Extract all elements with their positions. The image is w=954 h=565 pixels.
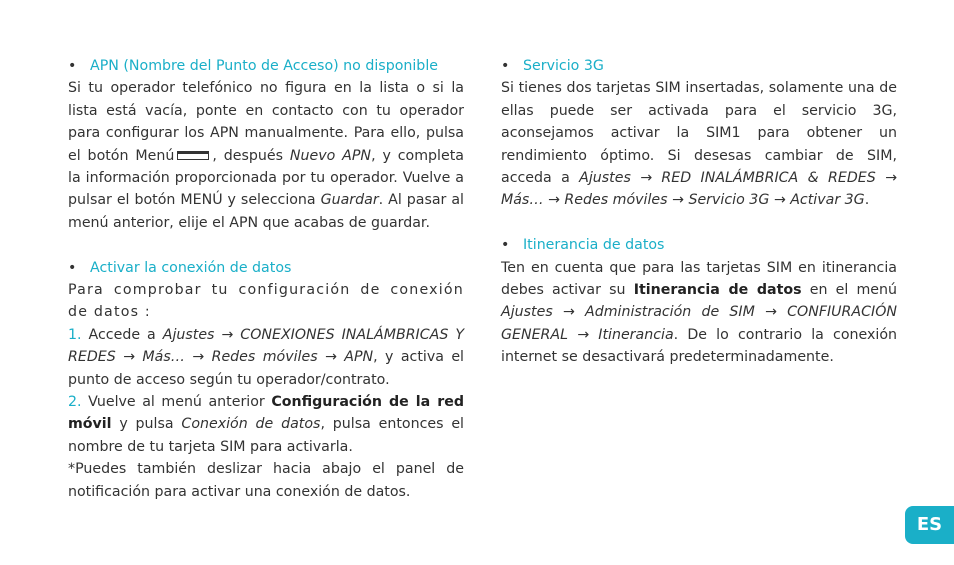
service-3g-paragraph: Si tienes dos tarjetas SIM insertadas, solamente una de ellas puede ser activada para el servicio 3G, aconsejamos activar la SIM1 para obtener un rendimiento óptimo. Si desesas cambiar de SIM, acceda a Ajustes → RED INALÁMBRICA & REDES → Más… → Redes móviles → Servicio 3G → Activar 3G.	[501, 80, 897, 209]
data-step-2: 2. Vuelve al menú anterior Configuración de la red móvil y pulsa Conexión de datos, pulsa entonces el nombre de tu tarjeta SIM para activarla.	[68, 394, 464, 455]
bullet-icon: •	[501, 237, 510, 254]
data-step-1: 1. Accede a Ajustes → CONEXIONES INALÁMBRICAS Y REDES → Más… → Redes móviles → APN, y activa el punto de acceso según tu operador/contrato.	[68, 326, 465, 388]
service-3g-heading: • Servicio 3G	[501, 55, 897, 77]
right-column	[501, 55, 897, 369]
apn-paragraph: Si tu operador telefónico no figura en la lista o si la lista está vacía, ponte en contacto con tu operador para configurar los APN manualmente. Para ello, pulsa el botón Menú , después Nuevo APN, y completa la información proporcionada por tu operador. Vuelve a pulsar el botón MENÚ y selecciona Guardar. Al pasar al menú anterior, elije el APN que acabas de guardar.	[68, 80, 464, 231]
left-column	[68, 55, 464, 503]
roaming-heading: • Itinerancia de datos	[501, 234, 897, 256]
data-connection-heading: • Activar la conexión de datos	[68, 257, 464, 279]
bullet-icon: •	[68, 58, 77, 74]
bullet-icon: •	[68, 259, 77, 276]
roaming-paragraph: Ten en cuenta que para las tarjetas SIM en itinerancia debes activar su Itinerancia de datos en el menú Ajustes → Administración de SIM → CONFIURACIÓN GENERAL → Itinerancia. De lo contrario la conexión internet se desactivará predeterminadamente.	[501, 259, 897, 366]
bullet-icon: •	[501, 58, 510, 74]
language-tab: ES	[905, 506, 954, 544]
menu-icon	[177, 151, 209, 160]
data-note: *Puedes también deslizar hacia abajo el panel de notificación para activar una conexión de datos.	[68, 461, 464, 500]
apn-heading: • APN (Nombre del Punto de Acceso) no disponible	[68, 55, 464, 77]
data-intro: Para comprobar tu configuración de conexión de datos :	[68, 282, 464, 321]
